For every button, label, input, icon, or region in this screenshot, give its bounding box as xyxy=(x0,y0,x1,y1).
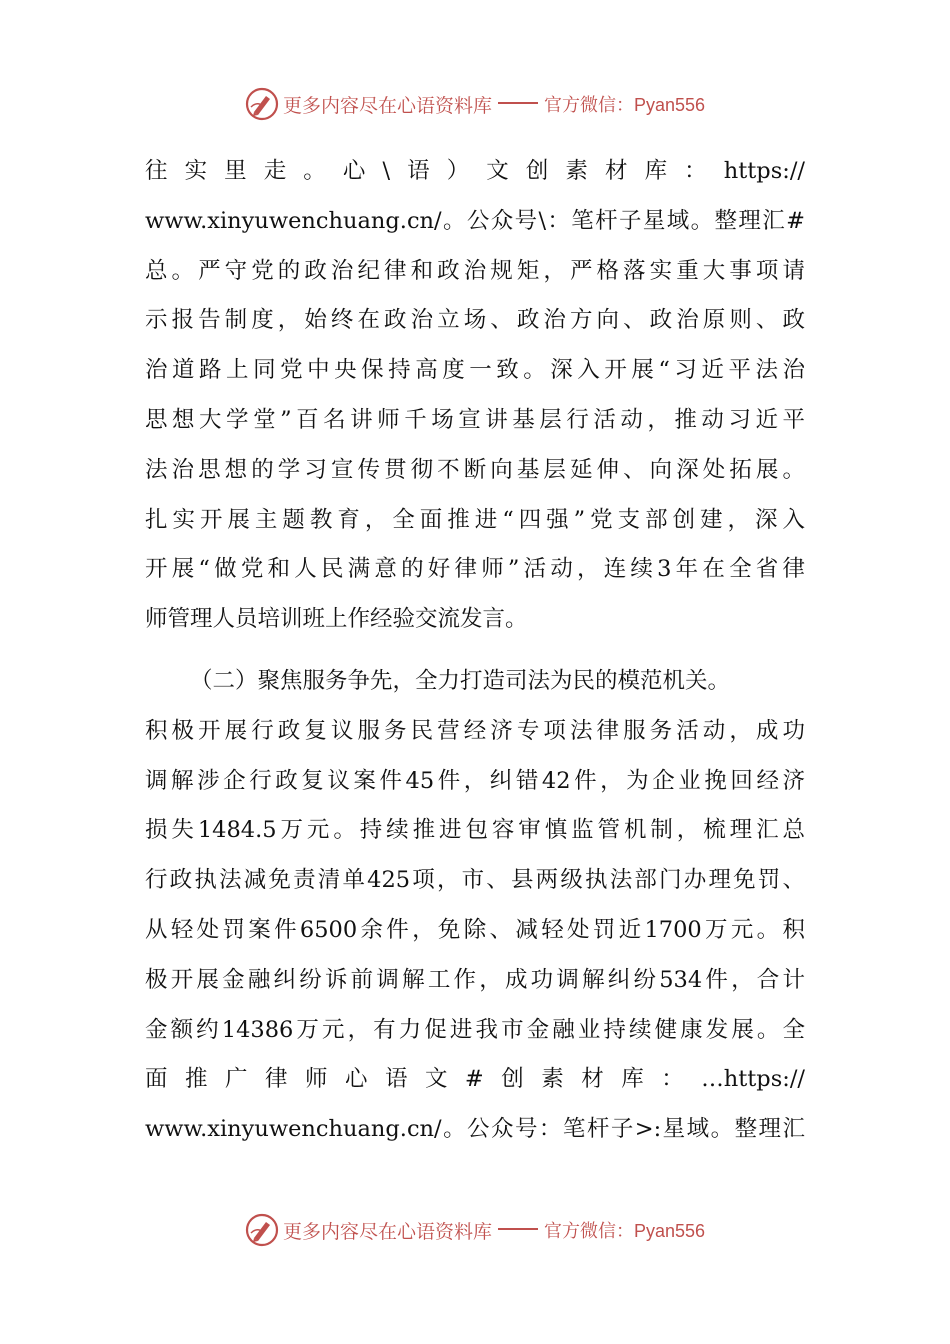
text-line: 金额约14386万元，有力促进我市金融业持续健康发展。全 xyxy=(145,1016,805,1043)
text-line: 面推广律师心语文#创素材库：…https:// xyxy=(145,1066,805,1093)
banner-divider xyxy=(498,102,538,104)
text-line: 调解涉企行政复议案件45件，纠错42件，为企业挽回经济 xyxy=(145,767,805,794)
text-line: 开展“做党和人民满意的好律师”活动，连续3年在全省律 xyxy=(145,556,805,583)
text-line: 损失1484.5万元。持续推进包容审慎监管机制，梳理汇总 xyxy=(145,817,805,844)
text-line: 往实里走。心\语）文创素材库：https:// xyxy=(145,158,805,184)
text-line: 师管理人员培训班上作经验交流发言。 xyxy=(145,606,528,633)
banner-wechat: 官方微信：Pyan556 xyxy=(543,1221,706,1241)
text-line: 行政执法减免责清单425项，市、县两级执法部门办理免罚、 xyxy=(145,867,805,894)
footer-banner-content xyxy=(245,1213,705,1247)
banner-title: 更多内容尽在心语资料库 xyxy=(282,94,492,117)
text-line: 思想大学堂”百名讲师千场宣讲基层行活动，推动习近平 xyxy=(145,406,805,433)
pen-logo-icon xyxy=(245,1213,279,1247)
text-line: 从轻处罚案件6500余件，免除、减轻处罚近1700万元。积 xyxy=(145,916,805,943)
footer-banner xyxy=(0,1210,950,1250)
text-line: 治道路上同党中央保持高度一致。深入开展“习近平法治 xyxy=(145,357,805,384)
text-line: www.xinyuwenchuang.cn/。公众号\：笔杆子星域。整理汇# xyxy=(145,207,805,234)
header-banner-content xyxy=(245,87,705,121)
paragraph-2 xyxy=(145,657,805,1155)
banner-divider xyxy=(498,1228,538,1230)
text-line: 示报告制度，始终在政治立场、政治方向、政治原则、政 xyxy=(145,307,805,334)
text-line: www.xinyuwenchuang.cn/。公众号：笔杆子>:星域。整理汇 xyxy=(145,1116,805,1143)
section-heading: （二）聚焦服务争先，全力打造司法为民的模范机关。 xyxy=(190,667,731,694)
text-line: 扎实开展主题教育，全面推进“四强”党支部创建，深入 xyxy=(145,506,805,533)
paragraph-gap xyxy=(145,645,805,657)
pen-logo-icon xyxy=(245,87,279,121)
banner-title: 更多内容尽在心语资料库 xyxy=(282,1220,492,1243)
paragraph-1 xyxy=(145,147,805,645)
banner-wechat: 官方微信：Pyan556 xyxy=(543,95,706,115)
text-line: 积极开展行政复议服务民营经济专项法律服务活动，成功 xyxy=(145,717,805,744)
text-line: 总。严守党的政治纪律和政治规矩，严格落实重大事项请 xyxy=(145,257,805,284)
text-line: 法治思想的学习宣传贯彻不断向基层延伸、向深处拓展。 xyxy=(145,456,805,483)
header-banner xyxy=(0,84,950,124)
document-body xyxy=(145,147,805,1155)
text-line: 极开展金融纠纷诉前调解工作，成功调解纠纷534件，合计 xyxy=(145,966,805,993)
